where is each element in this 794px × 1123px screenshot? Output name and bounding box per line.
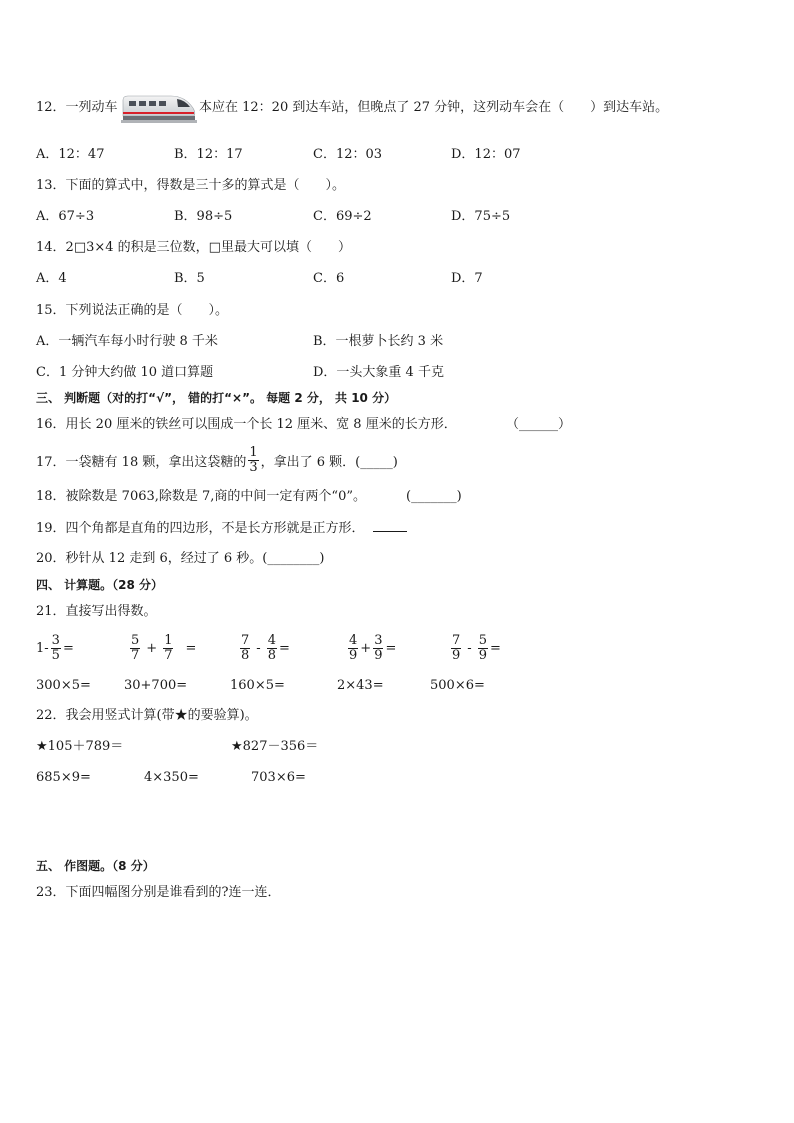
q12-suffix: 本应在 12：20 到达车站，但晚点了 27 分钟，这列动车会在（ ）到达车站。 — [199, 100, 669, 115]
q21-e5-numerator-1: 7 — [452, 632, 461, 648]
q21-e3-denominator-1: 8 — [241, 647, 250, 663]
q16-blank: （______） — [506, 417, 572, 432]
q21-e1-pre: 1- — [36, 640, 49, 656]
q14-option-a: A．4 — [36, 271, 67, 286]
q21-row2-item-3: 160×5= — [230, 678, 285, 693]
q21-text: 21．直接写出得数。 — [36, 604, 157, 619]
q21-e5-denominator-1: 9 — [452, 647, 461, 663]
q21-e3-operator: - — [256, 640, 261, 656]
q21-e3-numerator-1: 7 — [241, 632, 250, 648]
q17-suffix: ，拿出了 6 颗．(_____) — [260, 454, 398, 470]
section-5-heading: 五、 作图题。（8 分） — [36, 859, 155, 873]
q22-row2-item-1: 685×9= — [36, 770, 91, 785]
q13-option-a: A．67÷3 — [36, 209, 95, 224]
q21-e4-numerator-1: 4 — [349, 632, 358, 648]
q21-e2-equals: = — [185, 640, 197, 656]
q17-fraction-numerator: 1 — [249, 444, 258, 460]
q12-option-c: C．12：03 — [313, 147, 383, 162]
q21-e5-numerator-2: 5 — [478, 632, 487, 648]
q22-row2-item-2: 4×350= — [144, 770, 199, 785]
q21-e2-operator: + — [146, 640, 158, 656]
q13-text: 13．下面的算式中，得数是三十多的算式是（ ）。 — [36, 178, 346, 193]
q21-e2-numerator-2: 1 — [164, 632, 173, 648]
q12-prefix: 12．一列动车 — [36, 100, 118, 115]
q22-text: 22．我会用竖式计算(带★的要验算)。 — [36, 708, 258, 723]
q21-e4-equals: = — [385, 640, 397, 656]
q17 — [36, 440, 398, 480]
q15-text: 15．下列说法正确的是（ ）。 — [36, 303, 229, 318]
q21-e4-denominator-2: 9 — [374, 647, 383, 663]
q14-text: 14．2□3×4 的积是三位数，□里最大可以填（ ） — [36, 240, 351, 255]
q13-option-d: D．75÷5 — [451, 209, 511, 224]
q13-option-b: B．98÷5 — [174, 209, 233, 224]
q21-row2-item-2: 30+700= — [124, 678, 188, 693]
q21-row2-item-5: 500×6= — [430, 678, 485, 693]
q21-e4-operator: + — [360, 640, 372, 656]
q22-row2-item-3: 703×6= — [251, 770, 306, 785]
q20-text: 20．秒针从 12 走到 6，经过了 6 秒。(________) — [36, 551, 325, 566]
q14-option-b: B．5 — [174, 271, 205, 286]
q21-e5-denominator-2: 9 — [478, 647, 487, 663]
q17-fraction-denominator: 3 — [249, 459, 258, 475]
q19-text — [36, 519, 407, 538]
q21-expression-2 — [128, 628, 196, 668]
q15-option-c: C．1 分钟大约做 10 道口算题 — [36, 365, 214, 380]
q23-text: 23．下面四幅图分别是谁看到的?连一连． — [36, 885, 281, 900]
q17-prefix: 17．一袋糖有 18 颗，拿出这袋糖的 — [36, 454, 247, 470]
q17-fraction — [248, 446, 258, 475]
q21-expression-3 — [238, 628, 290, 668]
q21-e3-numerator-2: 4 — [267, 632, 276, 648]
q14-option-c: C．6 — [313, 271, 345, 286]
q18-text: 18．被除数是 7063,除数是 7,商的中间一定有两个“0”。 — [36, 489, 366, 504]
q21-e3-denominator-2: 8 — [267, 647, 276, 663]
q21-e3-equals: = — [278, 640, 290, 656]
q22-row1-item-2: ★827－356＝ — [231, 739, 319, 754]
q21-e5-operator: - — [467, 640, 472, 656]
q13-option-c: C．69÷2 — [313, 209, 372, 224]
q15-option-a: A．一辆汽车每小时行驶 8 千米 — [36, 334, 218, 349]
q12-option-d: D．12：07 — [451, 147, 521, 162]
q21-e5-equals: = — [489, 640, 501, 656]
q21-e4-denominator-1: 9 — [349, 647, 358, 663]
q21-expression-4 — [346, 628, 396, 668]
q21-row2-item-1: 300×5= — [36, 678, 91, 693]
q16-text: 16．用长 20 厘米的铁丝可以围成一个长 12 厘米、宽 8 厘米的长方形． — [36, 417, 457, 432]
q21-expression-5 — [449, 628, 501, 668]
q21-e4-numerator-2: 3 — [374, 632, 383, 648]
q21-row2-item-4: 2×43= — [337, 678, 384, 693]
q21-e2-denominator-1: 7 — [131, 647, 140, 663]
section-4-heading: 四、 计算题。（28 分） — [36, 578, 164, 592]
q21-e1-denominator: 5 — [51, 647, 60, 663]
q14-option-d: D．7 — [451, 271, 483, 286]
q22-row1-item-1: ★105＋789＝ — [36, 739, 124, 754]
q19-answer-blank — [373, 519, 407, 532]
q18-blank: (_______) — [406, 489, 462, 504]
q12-option-a: A．12：47 — [36, 147, 105, 162]
q15-option-d: D．一头大象重 4 千克 — [313, 365, 444, 380]
q21-e2-denominator-2: 7 — [164, 647, 173, 663]
q21-e1-numerator: 3 — [51, 632, 60, 648]
high-speed-train-icon — [121, 86, 197, 126]
q15-option-b: B．一根萝卜长约 3 米 — [313, 334, 444, 349]
q21-e1-equals: = — [62, 640, 74, 656]
section-3-heading: 三、 判断题（对的打“√”， 错的打“×”。 每题 2 分， 共 10 分） — [36, 391, 397, 405]
q19-text-content: 19．四个角都是直角的四边形，不是长方形就是正方形． — [36, 521, 365, 536]
q21-e2-numerator-1: 5 — [131, 632, 140, 648]
q21-expression-1 — [36, 628, 74, 668]
q12-option-b: B．12：17 — [174, 147, 243, 162]
